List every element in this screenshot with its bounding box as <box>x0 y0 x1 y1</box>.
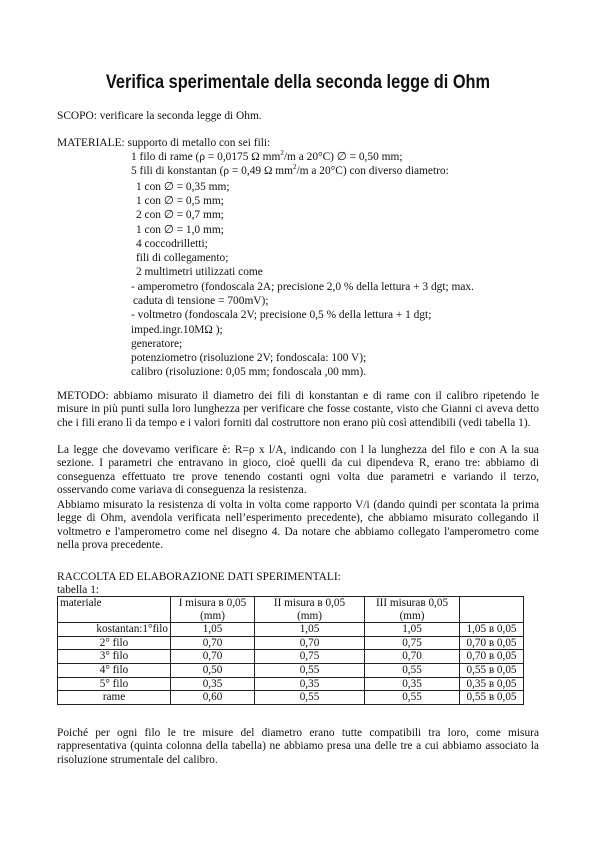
table-cell: kostantan:1°filo <box>58 623 171 637</box>
scopo-line: SCOPO: verificare la seconda legge di Ohm. <box>57 110 262 122</box>
table-cell: 5° filo <box>58 677 171 691</box>
metodo-paragraph: Abbiamo misurato la resistenza di volta in volta come rapporto V/i (dando quindi per scontata la prima legge di Ohm, avendola verificata nell’esperimento precedente), che abbiamo misurato collegando il voltmetro e l'amperometro come nel disegno 4. Da notare che abbiamo collegato l'amperometro come nella prova precedente. <box>57 499 539 551</box>
table-cell: 0,75 <box>365 636 460 650</box>
metodo-paragraph: La legge che dovevamo verificare è: R=ρ x l/A, indicando con l la lunghezza del filo e con A la sua sezione. I parametri che entravano in gioco, cioè quelli da cui dipendeva R, erano tre: abbiamo di conseguenza effettuato tre prove tenendo costanti ogni volta due parametri e variando il terzo, osservando come variava di conseguenza la resistenza. <box>57 444 539 496</box>
table-cell: 0,70 <box>171 650 255 664</box>
materiale-label: MATERIALE: supporto di metallo con sei fili: <box>57 137 271 149</box>
materiale-konstantan: 5 fili di konstantan (ρ = 0,49 Ω $mm^2/m$ a 20°C) con diverso diametro: <box>131 163 449 177</box>
table-cell: 0,55 в 0,05 <box>460 691 524 705</box>
table-cell: 0,70 в 0,05 <box>460 650 524 664</box>
table-cell: 0,75 <box>255 650 365 664</box>
table-cell: 0,70 <box>365 650 460 664</box>
instrument-line: - amperometro (fondoscala 2A; precisione 2,0 % della lettura + 3 dgt; max. <box>131 281 474 293</box>
table-cell: 0,55 <box>365 691 460 705</box>
table-cell: 0,55 <box>255 691 365 705</box>
table-header-cell: III misuraв 0,05 (mm) <box>365 597 460 623</box>
table-row <box>58 663 524 677</box>
table-cell: 0,35 <box>171 677 255 691</box>
table-cell: 3° filo <box>58 650 171 664</box>
table-cell: 0,55 <box>365 663 460 677</box>
table-cell: rame <box>58 691 171 705</box>
table-row <box>58 677 524 691</box>
measurement-table <box>57 596 524 705</box>
table-cell: 0,35 <box>365 677 460 691</box>
materiale-item: 2 con ∅ = 0,7 mm; <box>136 209 224 221</box>
table-cell: 1,05 в 0,05 <box>460 623 524 637</box>
table-cell: 0,55 в 0,05 <box>460 663 524 677</box>
instrument-line: potenziometro (risoluzione 2V; fondoscala: 100 V); <box>131 352 367 364</box>
table-row <box>58 636 524 650</box>
table-cell: 0,35 <box>255 677 365 691</box>
table-cell: 0,70 <box>255 636 365 650</box>
materiale-item: 1 con ∅ = 0,5 mm; <box>136 195 224 207</box>
table-cell: 1,05 <box>171 623 255 637</box>
materiale-item: 1 con ∅ = 1,0 mm; <box>136 224 224 236</box>
instrument-line: caduta di tensione = 700mV); <box>133 295 269 307</box>
instrument-line: imped.ingr.10MΩ ); <box>131 324 223 336</box>
instrument-line: calibro (risoluzione: 0,05 mm; fondoscala ,00 mm). <box>131 366 367 378</box>
materiale-item: 1 con ∅ = 0,35 mm; <box>136 181 230 193</box>
table-cell: 2° filo <box>58 636 171 650</box>
conclusion-paragraph: Poiché per ogni filo le tre misure del diametro erano tutte compatibili tra loro, come misura rappresentativa (quinta colonna della tabella) ne abbiamo presa una delle tre a cui abbiamo associato la risoluzione strumentale del calibro. <box>57 727 539 766</box>
instrument-line: - voltmetro (fondoscala 2V; precisione 0,5 % della lettura + 1 dgt; <box>131 309 432 321</box>
table-row <box>58 623 524 637</box>
table-cell: 1,05 <box>365 623 460 637</box>
metodo-paragraph: METODO: abbiamo misurato il diametro dei fili di konstantan e di rame con il calibro ripetendo le misure in più punti sulla loro lunghezza per verificare che fosse costante, visto che Gianni ci aveva detto che i fili erano lì da tempo e i valori forniti dal costruttore non erano più così attendibili (vedi tabella 1). <box>57 390 539 429</box>
table-cell: 0,55 <box>255 663 365 677</box>
table-header-cell <box>460 597 524 623</box>
table-header-cell: materiale <box>58 597 171 623</box>
document-title: Verifica sperimentale della seconda legge di Ohm <box>105 72 491 93</box>
materiale-item: 2 multimetri utilizzati come <box>136 266 263 278</box>
materiale-item: 4 coccodrilletti; <box>136 238 208 250</box>
materiale-rame: 1 filo di rame (ρ = 0,0175 Ω $mm^2/m$ a 20°C) ∅ = 0,50 mm; <box>131 149 403 163</box>
table-header-cell: I misura в 0,05 (mm) <box>171 597 255 623</box>
table-caption: tabella 1: <box>57 584 100 596</box>
table-row <box>58 691 524 705</box>
table-cell: 0,70 <box>171 636 255 650</box>
table-cell: 4° filo <box>58 663 171 677</box>
table-cell: 0,35 в 0,05 <box>460 677 524 691</box>
table-cell: 0,60 <box>171 691 255 705</box>
table-cell: 0,50 <box>171 663 255 677</box>
table-cell: 1,05 <box>255 623 365 637</box>
table-cell: 0,70 в 0,05 <box>460 636 524 650</box>
table-header-row <box>58 597 524 623</box>
table-header-cell: II misura в 0,05 (mm) <box>255 597 365 623</box>
instrument-line: generatore; <box>131 338 183 350</box>
materiale-item: fili di collegamento; <box>136 252 229 264</box>
section-heading: RACCOLTA ED ELABORAZIONE DATI SPERIMENTALI: <box>57 571 341 583</box>
table-row <box>58 650 524 664</box>
